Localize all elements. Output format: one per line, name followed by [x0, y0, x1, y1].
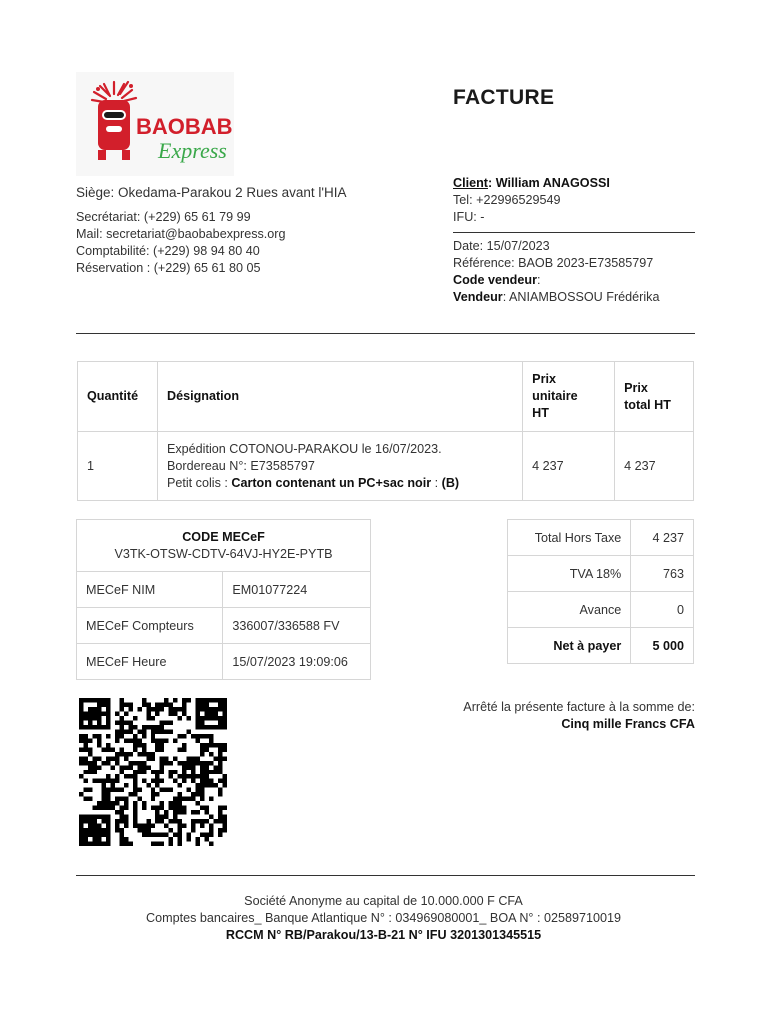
amount-in-words-intro: Arrêté la présente facture à la somme de: [463, 700, 695, 714]
footer-divider [76, 875, 695, 876]
vendeur-line [453, 289, 695, 306]
total-ht-value: 4 237 [631, 520, 694, 556]
client-ifu: IFU: - [453, 210, 485, 224]
table-row [508, 592, 694, 628]
tva-label: TVA 18% [508, 556, 631, 592]
amount-in-words [380, 699, 695, 733]
code-vendeur-line: Code vendeur: [453, 273, 541, 287]
contact-reservation: Réservation : (+229) 65 61 80 05 [76, 261, 261, 275]
mecef-code: V3TK-OTSW-CDTV-64VJ-HY2E-PYTB [114, 546, 333, 561]
items-header-row [78, 362, 694, 432]
amount-in-words-value: Cinq mille Francs CFA [561, 717, 695, 731]
mecef-header-row [77, 520, 371, 572]
net-a-payer-label: Net à payer [508, 628, 631, 664]
mecef-value: EM01077224 [223, 572, 371, 608]
footer-rccm: RCCM N° RB/Parakou/13-B-21 N° IFU 3201301345515 [225, 928, 542, 942]
invoice-date: Date: 15/07/2023 [453, 239, 550, 253]
col-header-prix-total: Prix total HT [615, 362, 694, 432]
avance-label: Avance [508, 592, 631, 628]
table-row [508, 628, 694, 664]
table-row [508, 556, 694, 592]
net-a-payer-value: 5 000 [631, 628, 694, 664]
item-designation [157, 432, 522, 501]
contact-mail: Mail: secretariat@baobabexpress.org [76, 227, 286, 241]
company-contacts [76, 209, 286, 277]
mecef-label: MECeF Heure [77, 644, 223, 680]
invoice-reference: Référence: BAOB 2023-E73585797 [453, 256, 654, 270]
table-row [78, 432, 694, 501]
item-designation-suffix: (B) [441, 475, 460, 490]
item-quantite: 1 [78, 432, 158, 501]
mecef-label: MECeF NIM [77, 572, 223, 608]
logo-text-top: BAOBAB [136, 114, 233, 139]
contact-comptabilite: Comptabilité: (+229) 98 94 80 40 [76, 244, 260, 258]
code-vendeur-label: Code vendeur [453, 273, 537, 287]
mecef-label: MECeF Compteurs [77, 608, 223, 644]
qr-code [75, 698, 231, 846]
client-line: Client: William ANAGOSSI [453, 176, 610, 190]
client-label: Client [453, 176, 488, 190]
table-row [508, 520, 694, 556]
mecef-value: 15/07/2023 19:09:06 [223, 644, 371, 680]
item-designation-bold: Carton contenant un PC+sac noir [231, 475, 432, 490]
mecef-header [77, 520, 371, 572]
mecef-table [76, 519, 371, 680]
table-row [77, 644, 371, 680]
item-designation-line3 [167, 475, 513, 492]
footer-bank-accounts: Comptes bancaires_ Banque Atlantique N° : 034969080001_ BOA N° : 02589710019 [146, 911, 621, 925]
vendeur-value: : ANIAMBOSSOU Frédérika [502, 290, 660, 304]
items-table [77, 361, 694, 501]
footer-capital: Société Anonyme au capital de 10.000.000 F CFA [244, 894, 523, 908]
client-tel: Tel: +22996529549 [453, 193, 561, 207]
company-logo [76, 72, 234, 176]
mecef-title: CODE MECeF [182, 529, 265, 544]
col-header-designation: Désignation [157, 362, 522, 432]
total-ht-label: Total Hors Taxe [508, 520, 631, 556]
item-prix-total: 4 237 [615, 432, 694, 501]
col-header-quantite: Quantité [78, 362, 158, 432]
item-designation-line2: Bordereau N°: E73585797 [166, 458, 315, 473]
company-address: Siège: Okedama-Parakou 2 Rues avant l'HIA [76, 185, 347, 200]
invoice-title: FACTURE [453, 86, 555, 109]
item-designation-prefix: Petit colis : [166, 475, 232, 490]
vendeur-label: Vendeur [453, 290, 503, 304]
contact-secretariat: Secrétariat: (+229) 65 61 79 99 [76, 210, 251, 224]
client-block [453, 175, 695, 306]
header-divider [76, 333, 695, 334]
client-name: William ANAGOSSI [495, 176, 610, 190]
item-prix-unitaire: 4 237 [523, 432, 615, 501]
table-row [77, 572, 371, 608]
footer [76, 893, 691, 944]
item-designation-mid: : [431, 475, 442, 490]
client-divider [453, 232, 695, 233]
mecef-value: 336007/336588 FV [223, 608, 371, 644]
table-row [77, 608, 371, 644]
item-designation-line1: Expédition COTONOU-PARAKOU le 16/07/2023. [166, 441, 442, 456]
logo-text-bottom: Express [158, 138, 227, 163]
tva-value: 763 [631, 556, 694, 592]
avance-value: 0 [631, 592, 694, 628]
col-header-prix-unitaire: Prix unitaire HT [523, 362, 615, 432]
totals-table [507, 519, 694, 664]
